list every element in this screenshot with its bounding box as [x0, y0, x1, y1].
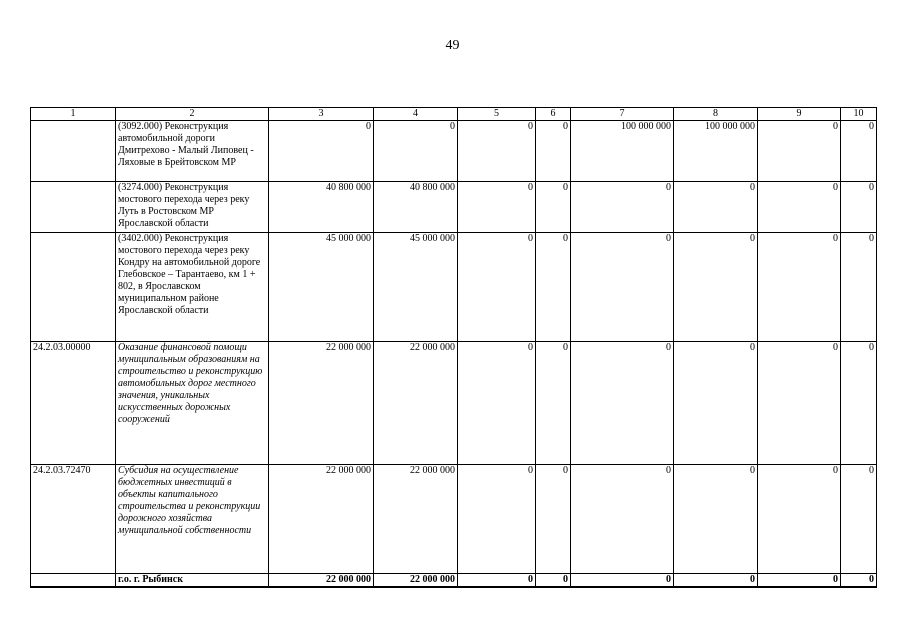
amount-cell: 0 — [571, 574, 674, 588]
column-header: 7 — [571, 108, 674, 121]
amount-cell: 0 — [571, 342, 674, 465]
amount-cell: 0 — [841, 342, 877, 465]
row-code: 24.2.03.72470 — [31, 465, 116, 574]
amount-cell: 22 000 000 — [374, 342, 458, 465]
column-header: 8 — [674, 108, 758, 121]
amount-cell: 0 — [758, 233, 841, 342]
amount-cell: 22 000 000 — [269, 342, 374, 465]
row-name: (3092.000) Реконструкция автомобильной дороги Дмитрехово - Малый Липовец - Ляховые в Брейтовском МР — [116, 121, 269, 182]
column-header: 2 — [116, 108, 269, 121]
amount-cell: 22 000 000 — [374, 574, 458, 588]
amount-cell: 0 — [458, 342, 536, 465]
amount-cell: 22 000 000 — [269, 574, 374, 588]
table-row — [31, 465, 877, 574]
amount-cell: 0 — [674, 182, 758, 233]
amount-cell: 0 — [458, 121, 536, 182]
amount-cell: 0 — [374, 121, 458, 182]
total-row — [31, 574, 877, 588]
amount-cell: 100 000 000 — [571, 121, 674, 182]
amount-cell: 0 — [458, 182, 536, 233]
amount-cell: 0 — [758, 342, 841, 465]
amount-cell: 22 000 000 — [269, 465, 374, 574]
row-name: Оказание финансовой помощи муниципальным образованиям на строительство и реконструкцию автомобильных дорог местного значения, уникальных искусственных дорожных сооружений — [116, 342, 269, 465]
amount-cell: 0 — [674, 574, 758, 588]
amount-cell: 0 — [536, 342, 571, 465]
amount-cell: 0 — [536, 182, 571, 233]
row-name: (3402.000) Реконструкция мостового перехода через реку Кондру на автомобильной дороге Глебовское – Тарантаево, км 1 + 802, в Ярославском муниципальном районе Ярославской области — [116, 233, 269, 342]
amount-cell: 0 — [458, 233, 536, 342]
column-header: 3 — [269, 108, 374, 121]
amount-cell: 0 — [841, 233, 877, 342]
amount-cell: 0 — [536, 233, 571, 342]
row-code — [31, 574, 116, 588]
column-header: 5 — [458, 108, 536, 121]
row-code — [31, 121, 116, 182]
amount-cell: 0 — [536, 465, 571, 574]
column-number-row — [31, 108, 877, 121]
amount-cell: 0 — [458, 465, 536, 574]
amount-cell: 0 — [571, 465, 674, 574]
column-header: 1 — [31, 108, 116, 121]
amount-cell: 0 — [674, 233, 758, 342]
row-code — [31, 233, 116, 342]
amount-cell: 0 — [571, 233, 674, 342]
amount-cell: 0 — [571, 182, 674, 233]
amount-cell: 0 — [458, 574, 536, 588]
row-name: (3274.000) Реконструкция мостового перехода через реку Луть в Ростовском МР Ярославской области — [116, 182, 269, 233]
column-header: 4 — [374, 108, 458, 121]
row-code: 24.2.03.00000 — [31, 342, 116, 465]
amount-cell: 0 — [674, 465, 758, 574]
amount-cell: 0 — [758, 121, 841, 182]
amount-cell: 0 — [758, 574, 841, 588]
amount-cell: 0 — [841, 574, 877, 588]
amount-cell: 0 — [841, 465, 877, 574]
amount-cell: 0 — [536, 574, 571, 588]
amount-cell: 0 — [841, 182, 877, 233]
amount-cell: 40 800 000 — [269, 182, 374, 233]
table-row — [31, 342, 877, 465]
amount-cell: 0 — [758, 182, 841, 233]
table-row — [31, 233, 877, 342]
page-number: 49 — [445, 38, 460, 53]
row-name: Субсидия на осуществление бюджетных инвестиций в объекты капитального строительства и реконструкции дорожного хозяйства муниципальной собственности — [116, 465, 269, 574]
amount-cell: 0 — [841, 121, 877, 182]
amount-cell: 0 — [536, 121, 571, 182]
amount-cell: 45 000 000 — [374, 233, 458, 342]
column-header: 9 — [758, 108, 841, 121]
column-header: 10 — [841, 108, 877, 121]
amount-cell: 40 800 000 — [374, 182, 458, 233]
column-header: 6 — [536, 108, 571, 121]
table-row — [31, 121, 877, 182]
amount-cell: 0 — [269, 121, 374, 182]
table-row — [31, 182, 877, 233]
amount-cell: 0 — [674, 342, 758, 465]
amount-cell: 22 000 000 — [374, 465, 458, 574]
amount-cell: 0 — [758, 465, 841, 574]
amount-cell: 45 000 000 — [269, 233, 374, 342]
budget-table — [30, 107, 877, 588]
row-name: г.о. г. Рыбинск — [116, 574, 269, 588]
amount-cell: 100 000 000 — [674, 121, 758, 182]
row-code — [31, 182, 116, 233]
